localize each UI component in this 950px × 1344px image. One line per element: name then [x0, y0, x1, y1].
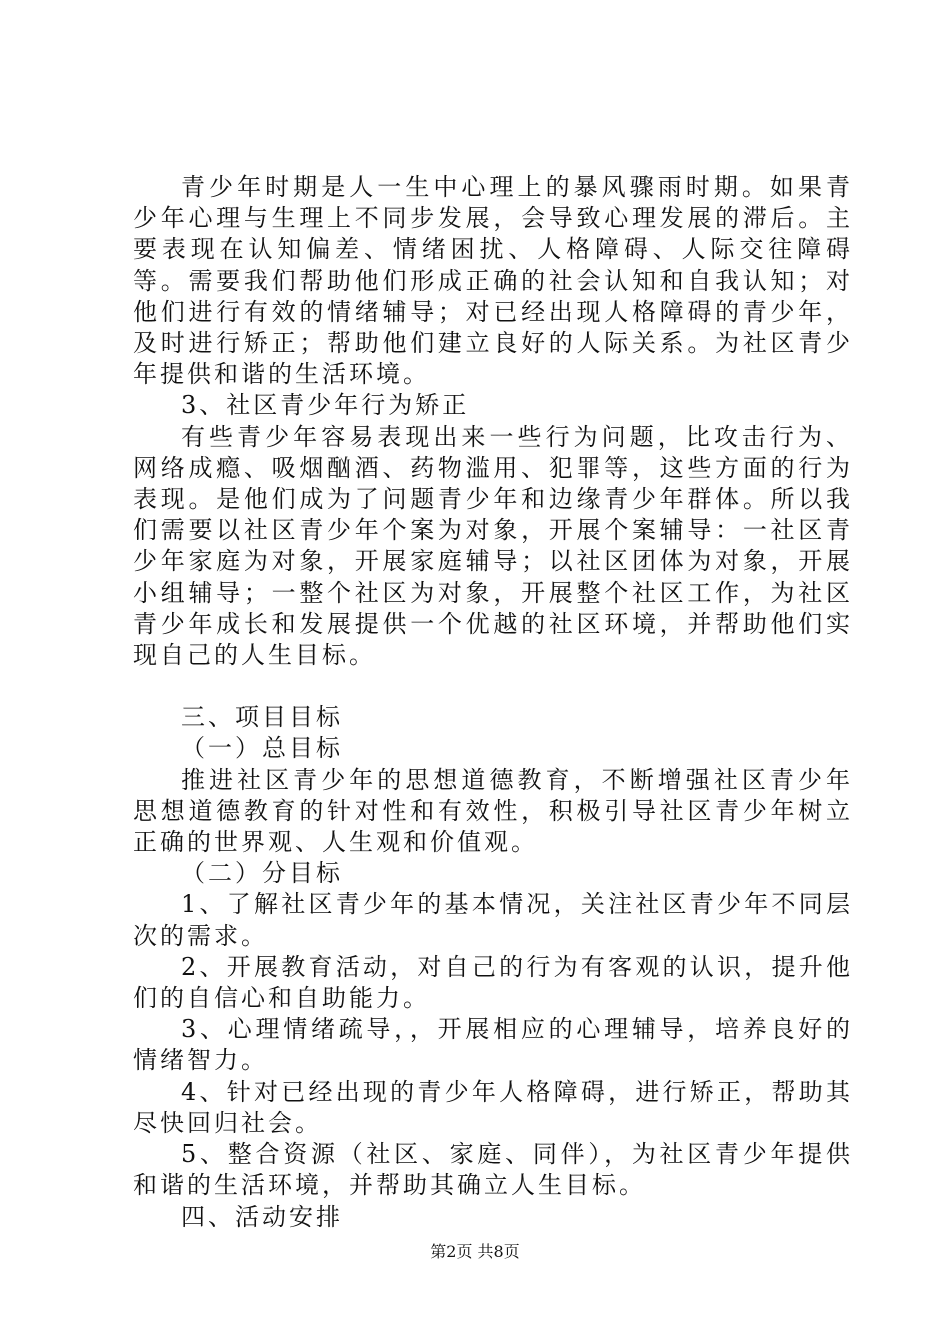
sub-goal-1: 1、了解社区青少年的基本情况，关注社区青少年不同层次的需求。 — [133, 890, 853, 950]
page-footer: 第2页 共8页 — [430, 1242, 520, 1261]
document-body — [133, 172, 853, 1233]
heading-behavior-correction: 3、社区青少年行为矫正 — [181, 391, 470, 420]
paragraph-behavior: 有些青少年容易表现出来一些行为问题，比攻击行为、网络成瘾、吸烟酗酒、药物滥用、犯罪等，这些方面的行为表现。是他们成为了问题青少年和边缘青少年群体。所以我们需要以社区青少年个案为对象，开展个案辅导：一社区青少年家庭为对象，开展家庭辅导；以社区团体为对象，开展小组辅导；一整个社区为对象，开展整个社区工作，为社区青少年成长和发展提供一个优越的社区环境，并帮助他们实现自己的人生目标。 — [133, 422, 853, 670]
sub-goal-3: 3、心理情绪疏导，，开展相应的心理辅导，培养良好的情绪智力。 — [133, 1015, 853, 1075]
sub-goal-2: 2、开展教育活动，对自己的行为有客观的认识，提升他们的自信心和自助能力。 — [133, 952, 853, 1013]
heading-activity-plan: 四、活动安排 — [181, 1202, 343, 1231]
paragraph-gap — [133, 671, 853, 702]
sub-goal-5: 5、整合资源（社区、家庭、同伴），为社区青少年提供和谐的生活环境，并帮助其确立人生目标。 — [133, 1140, 853, 1200]
paragraph-overall-goal: 推进社区青少年的思想道德教育，不断增强社区青少年思想道德教育的针对性和有效性，积极引导社区青少年树立正确的世界观、人生观和价值观。 — [133, 765, 853, 857]
heading-sub-goals: （二）分目标 — [181, 859, 343, 888]
heading-overall-goal: （一）总目标 — [181, 734, 343, 763]
sub-goal-4: 4、针对已经出现的青少年人格障碍，进行矫正，帮助其尽快回归社会。 — [133, 1077, 853, 1137]
heading-project-goals: 三、项目目标 — [181, 703, 343, 732]
paragraph-psychology: 青少年时期是人一生中心理上的暴风骤雨时期。如果青少年心理与生理上不同步发展，会导致心理发展的滞后。主要表现在认知偏差、情绪困扰、人格障碍、人际交往障碍等。需要我们帮助他们形成正确的社会认知和自我认知；对他们进行有效的情绪辅导；对已经出现人格障碍的青少年，及时进行矫正；帮助他们建立良好的人际关系。为社区青少年提供和谐的生活环境。 — [133, 173, 853, 389]
